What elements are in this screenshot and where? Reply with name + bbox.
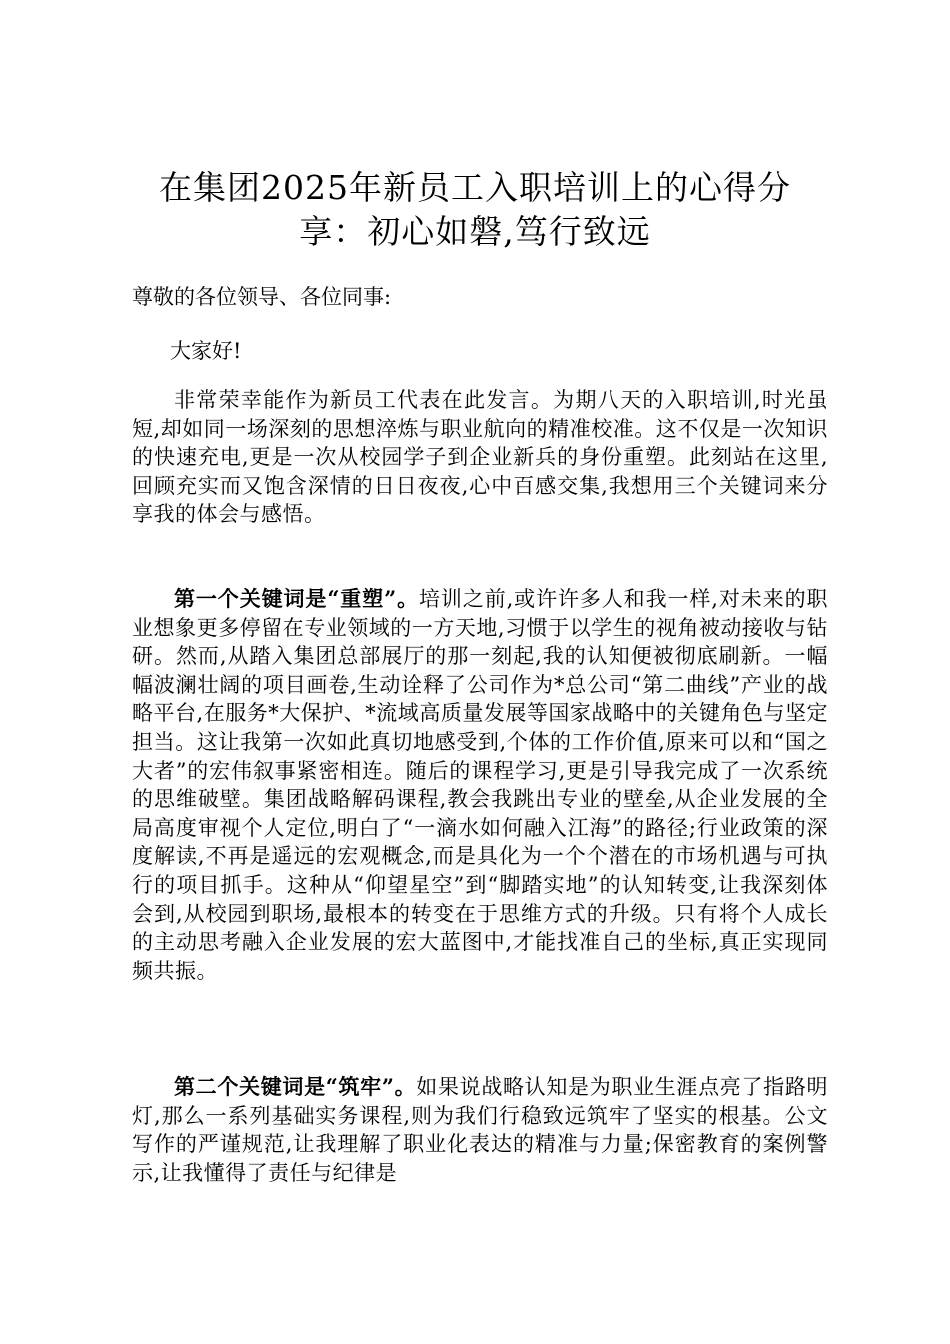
paragraph-keyword-foundation	[132, 1073, 828, 1187]
salutation: 尊敬的各位领导、各位同事:	[132, 285, 392, 309]
paragraph-keyword-reshape	[132, 585, 828, 985]
paragraph-intro	[132, 386, 828, 529]
paragraph-keyword: 第一个关键词是“重塑”。	[174, 586, 419, 611]
paragraph-text: 非常荣幸能作为新员工代表在此发言。为期八天的入职培训,时光虽短,却如同一场深刻的思想淬炼与职业航向的精准校准。这不仅是一次知识的快速充电,更是一次从校园学子到企业新兵的身份重塑。此刻站在这里,回顾充实而又饱含深情的日日夜夜,心中百感交集,我想用三个关键词来分享我的体会与感悟。	[132, 388, 828, 527]
opening-greeting: 大家好!	[170, 339, 242, 363]
paragraph-text: 培训之前,或许许多人和我一样,对未来的职业想象更多停留在专业领域的一方天地,习惯于以学生的视角被动接收与钻研。然而,从踏入集团总部展厅的那一刻起,我的认知便被彻底刷新。一幅幅波澜壮阔的项目画卷,生动诠释了公司作为*总公司“第二曲线”产业的战略平台,在服务*大保护、*流域高质量发展等国家战略中的关键角色与坚定担当。这让我第一次如此真切地感受到,个体的工作价值,原来可以和“国之大者”的宏伟叙事紧密相连。随后的课程学习,更是引导我完成了一次系统的思维破壁。集团战略解码课程,教会我跳出专业的壁垒,从企业发展的全局高度审视个人定位,明白了“一滴水如何融入江海”的路径;行业政策的深度解读,不再是遥远的宏观概念,而是具化为一个个潜在的市场机遇与可执行的项目抓手。这种从“仰望星空”到“脚踏实地”的认知转变,让我深刻体会到,从校园到职场,最根本的转变在于思维方式的升级。只有将个人成长的主动思考融入企业发展的宏大蓝图中,才能找准自己的坐标,真正实现同频共振。	[132, 587, 828, 983]
title-line-1: 在集团2025年新员工入职培训上的心得分	[159, 168, 791, 207]
paragraph-keyword: 第二个关键词是“筑牢”。	[174, 1074, 417, 1099]
document-title	[120, 166, 830, 254]
paragraph-text: 如果说战略认知是为职业生涯点亮了指路明灯,那么一系列基础实务课程,则为我们行稳致远筑牢了坚实的根基。公文写作的严谨规范,让我理解了职业化表达的精准与力量;保密教育的案例警示,让我懂得了责任与纪律是	[132, 1075, 828, 1185]
title-line-2: 享：初心如磐,笃行致远	[299, 212, 651, 251]
